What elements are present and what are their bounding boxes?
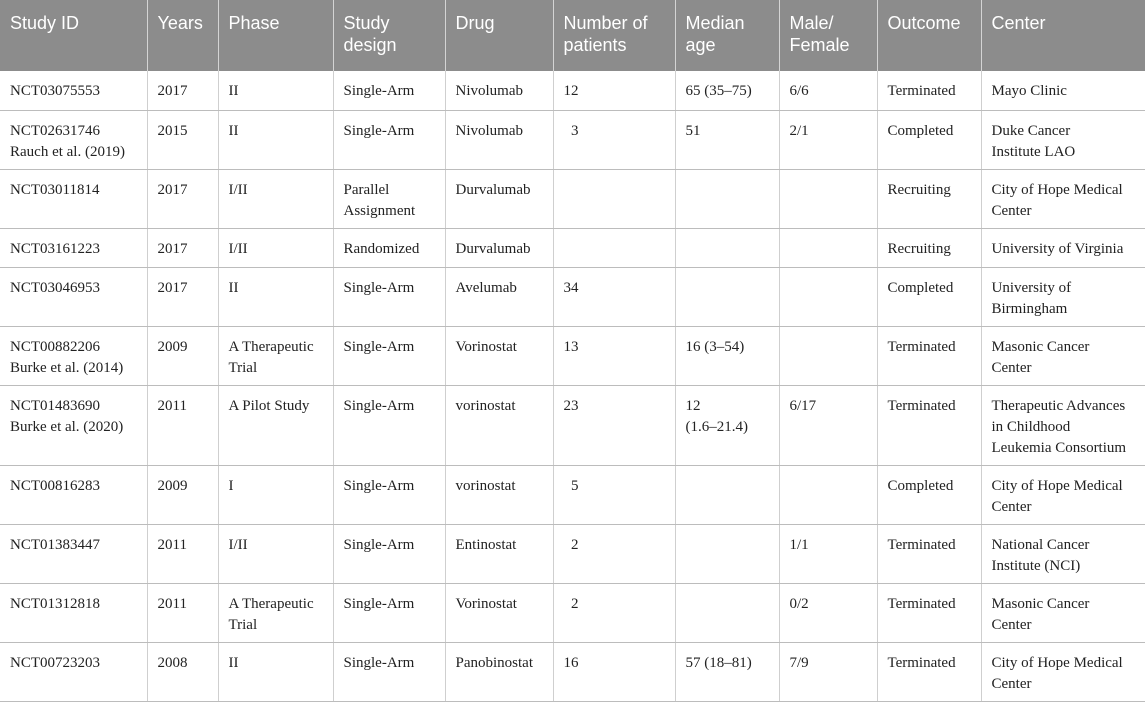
table-row [0, 385, 1145, 465]
phase-cell: A Therapeutic Trial [218, 326, 333, 385]
study-id-cell: NCT00816283 [0, 465, 147, 524]
table-header [0, 0, 1145, 71]
years-cell: 2011 [147, 583, 218, 642]
phase-cell: I/II [218, 524, 333, 583]
center-cell: Masonic Cancer Center [981, 326, 1145, 385]
years-cell: 2017 [147, 71, 218, 110]
column-header-number-of-patients [553, 0, 675, 71]
outcome-cell: Terminated [877, 385, 981, 465]
male-female-cell [779, 228, 877, 267]
center-cell: Mayo Clinic [981, 71, 1145, 110]
table-row [0, 642, 1145, 701]
column-header-years [147, 0, 218, 71]
column-header-label: Years [157, 13, 203, 33]
male-female-cell: 0/2 [779, 583, 877, 642]
years-cell: 2017 [147, 228, 218, 267]
column-header-label: patients [563, 35, 627, 55]
study-design-cell: Single-Arm [333, 110, 445, 169]
header-row [0, 0, 1145, 71]
outcome-cell: Terminated [877, 642, 981, 701]
table-row [0, 465, 1145, 524]
study-id-cell: NCT01383447 [0, 524, 147, 583]
column-header-label: age [685, 35, 716, 55]
column-header-outcome [877, 0, 981, 71]
male-female-cell: 6/17 [779, 385, 877, 465]
male-female-cell: 6/6 [779, 71, 877, 110]
male-female-cell [779, 465, 877, 524]
study-id-cell: NCT02631746 Rauch et al. (2019) [0, 110, 147, 169]
years-cell: 2009 [147, 465, 218, 524]
years-cell: 2008 [147, 642, 218, 701]
column-header-label: Phase [228, 13, 280, 33]
column-header-label: Median [685, 13, 745, 33]
column-header-label: Female [789, 35, 850, 55]
outcome-cell: Completed [877, 110, 981, 169]
patients-cell: 23 [553, 385, 675, 465]
table-row [0, 524, 1145, 583]
column-header-label: Study [343, 13, 390, 33]
drug-cell: Nivolumab [445, 71, 553, 110]
table-row [0, 71, 1145, 110]
column-header-study-id [0, 0, 147, 71]
study-design-cell: Single-Arm [333, 524, 445, 583]
study-design-cell: Parallel Assignment [333, 169, 445, 228]
median-age-cell: 16 (3–54) [675, 326, 779, 385]
study-id-cell: NCT03011814 [0, 169, 147, 228]
years-cell: 2011 [147, 385, 218, 465]
male-female-cell: 2/1 [779, 110, 877, 169]
table-row [0, 110, 1145, 169]
median-age-cell [675, 267, 779, 326]
table-row [0, 169, 1145, 228]
table-row [0, 267, 1145, 326]
center-cell: National Cancer Institute (NCI) [981, 524, 1145, 583]
column-header-male-female [779, 0, 877, 71]
outcome-cell: Terminated [877, 71, 981, 110]
column-header-center [981, 0, 1145, 71]
patients-cell: 16 [553, 642, 675, 701]
center-cell: City of Hope Medical Center [981, 465, 1145, 524]
column-header-label: Study ID [10, 13, 80, 33]
center-cell: Duke Cancer Institute LAO [981, 110, 1145, 169]
study-design-cell: Randomized [333, 228, 445, 267]
patients-cell: 2 [553, 583, 675, 642]
study-id-cell: NCT01312818 [0, 583, 147, 642]
outcome-cell: Recruiting [877, 169, 981, 228]
phase-cell: I [218, 465, 333, 524]
drug-cell: Entinostat [445, 524, 553, 583]
outcome-cell: Completed [877, 465, 981, 524]
median-age-cell: 65 (35–75) [675, 71, 779, 110]
median-age-cell: 12 (1.6–21.4) [675, 385, 779, 465]
median-age-cell: 57 (18–81) [675, 642, 779, 701]
patients-cell: 5 [553, 465, 675, 524]
column-header-drug [445, 0, 553, 71]
study-id-cell: NCT01483690 Burke et al. (2020) [0, 385, 147, 465]
study-design-cell: Single-Arm [333, 267, 445, 326]
male-female-cell: 1/1 [779, 524, 877, 583]
column-header-label: Male/ [789, 13, 834, 33]
table-row [0, 228, 1145, 267]
patients-cell [553, 228, 675, 267]
study-design-cell: Single-Arm [333, 642, 445, 701]
phase-cell: II [218, 110, 333, 169]
study-id-cell: NCT03075553 [0, 71, 147, 110]
drug-cell: Vorinostat [445, 326, 553, 385]
drug-cell: Panobinostat [445, 642, 553, 701]
male-female-cell: 7/9 [779, 642, 877, 701]
drug-cell: Nivolumab [445, 110, 553, 169]
phase-cell: I/II [218, 228, 333, 267]
years-cell: 2017 [147, 169, 218, 228]
phase-cell: II [218, 267, 333, 326]
table-body [0, 71, 1145, 701]
median-age-cell [675, 583, 779, 642]
column-header-label: Number of [563, 13, 648, 33]
column-header-label: Drug [455, 13, 495, 33]
table-row [0, 326, 1145, 385]
center-cell: Masonic Cancer Center [981, 583, 1145, 642]
outcome-cell: Recruiting [877, 228, 981, 267]
outcome-cell: Terminated [877, 524, 981, 583]
phase-cell: A Therapeutic Trial [218, 583, 333, 642]
study-id-cell: NCT03161223 [0, 228, 147, 267]
outcome-cell: Completed [877, 267, 981, 326]
patients-cell [553, 169, 675, 228]
years-cell: 2009 [147, 326, 218, 385]
patients-cell: 12 [553, 71, 675, 110]
center-cell: City of Hope Medical Center [981, 642, 1145, 701]
outcome-cell: Terminated [877, 326, 981, 385]
patients-cell: 13 [553, 326, 675, 385]
drug-cell: Avelumab [445, 267, 553, 326]
study-design-cell: Single-Arm [333, 326, 445, 385]
study-design-cell: Single-Arm [333, 583, 445, 642]
study-design-cell: Single-Arm [333, 465, 445, 524]
center-cell: University of Virginia [981, 228, 1145, 267]
phase-cell: II [218, 71, 333, 110]
column-header-study-design [333, 0, 445, 71]
median-age-cell [675, 169, 779, 228]
drug-cell: vorinostat [445, 385, 553, 465]
patients-cell: 2 [553, 524, 675, 583]
male-female-cell [779, 326, 877, 385]
male-female-cell [779, 267, 877, 326]
outcome-cell: Terminated [877, 583, 981, 642]
median-age-cell: 51 [675, 110, 779, 169]
study-id-cell: NCT03046953 [0, 267, 147, 326]
patients-cell: 34 [553, 267, 675, 326]
phase-cell: I/II [218, 169, 333, 228]
study-id-cell: NCT00723203 [0, 642, 147, 701]
median-age-cell [675, 228, 779, 267]
table-row [0, 583, 1145, 642]
study-id-cell: NCT00882206 Burke et al. (2014) [0, 326, 147, 385]
study-design-cell: Single-Arm [333, 385, 445, 465]
center-cell: City of Hope Medical Center [981, 169, 1145, 228]
study-design-cell: Single-Arm [333, 71, 445, 110]
phase-cell: A Pilot Study [218, 385, 333, 465]
column-header-median-age [675, 0, 779, 71]
patients-cell: 3 [553, 110, 675, 169]
column-header-label: Center [991, 13, 1046, 33]
drug-cell: Durvalumab [445, 169, 553, 228]
column-header-phase [218, 0, 333, 71]
drug-cell: vorinostat [445, 465, 553, 524]
phase-cell: II [218, 642, 333, 701]
median-age-cell [675, 465, 779, 524]
column-header-label: Outcome [887, 13, 961, 33]
years-cell: 2011 [147, 524, 218, 583]
years-cell: 2015 [147, 110, 218, 169]
column-header-label: design [343, 35, 397, 55]
center-cell: Therapeutic Advances in Childhood Leukemia Consortium [981, 385, 1145, 465]
years-cell: 2017 [147, 267, 218, 326]
drug-cell: Durvalumab [445, 228, 553, 267]
drug-cell: Vorinostat [445, 583, 553, 642]
male-female-cell [779, 169, 877, 228]
median-age-cell [675, 524, 779, 583]
center-cell: University of Birmingham [981, 267, 1145, 326]
